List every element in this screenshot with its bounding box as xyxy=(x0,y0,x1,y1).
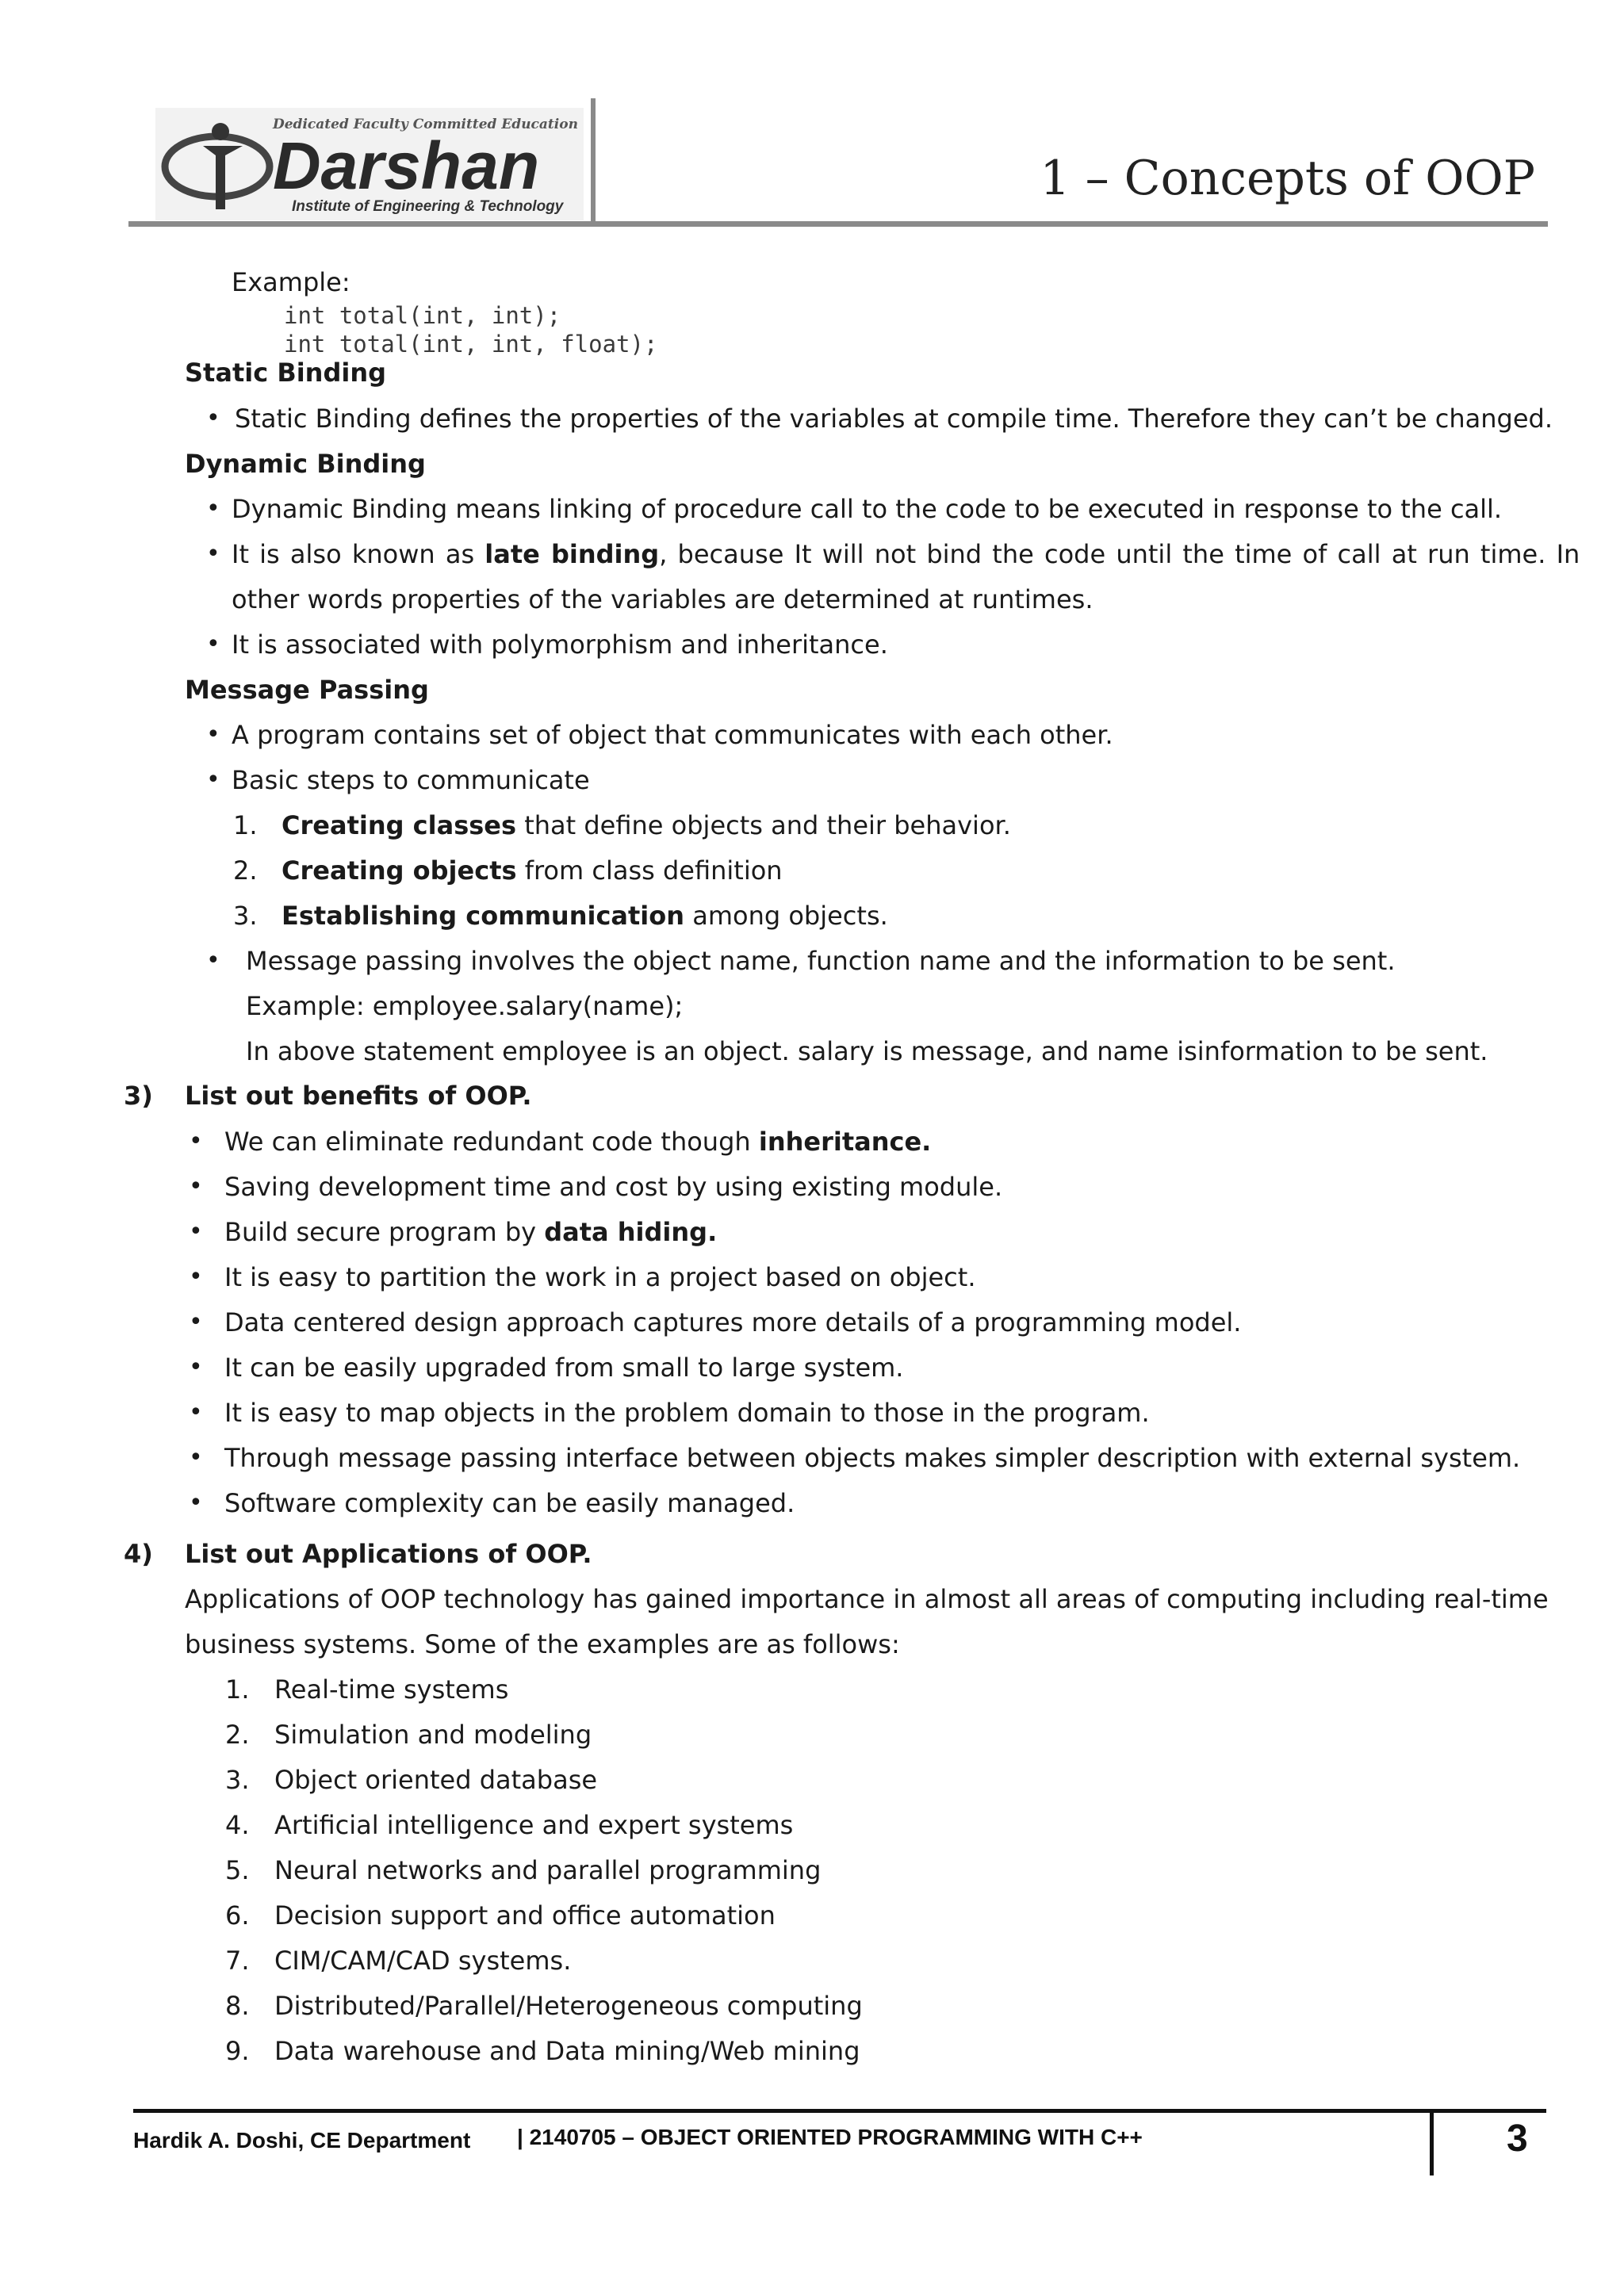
list-number: 1. xyxy=(233,810,258,840)
list-number: 8. xyxy=(225,1991,250,2021)
list-number: 2. xyxy=(233,855,258,886)
paragraph: It is also known as late binding, because It will not bind the code until the time of call at run time. In xyxy=(232,539,1580,569)
institute-logo xyxy=(155,108,584,220)
bullet-icon: • xyxy=(206,947,220,974)
paragraph: Software complexity can be easily managed. xyxy=(224,1488,795,1518)
list-item: Distributed/Parallel/Heterogeneous computing xyxy=(274,1991,863,2021)
paragraph: Build secure program by data hiding. xyxy=(224,1217,718,1247)
paragraph: Applications of OOP technology has gained importance in almost all areas of computing including real-time xyxy=(185,1584,1549,1614)
bullet-icon: • xyxy=(189,1399,203,1426)
bullet-icon: • xyxy=(206,721,220,748)
list-item: Artificial intelligence and expert systems xyxy=(274,1810,794,1840)
list-item: CIM/CAM/CAD systems. xyxy=(274,1946,572,1976)
paragraph: It is easy to map objects in the problem domain to those in the program. xyxy=(224,1398,1150,1428)
list-number: 4. xyxy=(225,1810,250,1840)
list-item: Data warehouse and Data mining/Web mining xyxy=(274,2036,860,2066)
list-number: 1. xyxy=(225,1674,250,1705)
list-item: Object oriented database xyxy=(274,1765,598,1795)
question-number: 3) xyxy=(124,1081,153,1111)
list-number: 2. xyxy=(225,1720,250,1750)
paragraph: It is easy to partition the work in a project based on object. xyxy=(224,1262,976,1292)
section-heading: List out benefits of OOP. xyxy=(185,1081,532,1111)
svg-text:Dedicated Faculty Committed Ed: Dedicated Faculty Committed Education xyxy=(273,117,578,132)
footer-divider xyxy=(1430,2109,1434,2175)
paragraph: It can be easily upgraded from small to large system. xyxy=(224,1353,904,1383)
bullet-icon: • xyxy=(206,495,220,522)
bullet-icon: • xyxy=(189,1444,203,1471)
list-item: Simulation and modeling xyxy=(274,1720,592,1750)
paragraph: Message passing involves the object name, function name and the information to be sent. xyxy=(246,946,1396,976)
list-item: Real-time systems xyxy=(274,1674,509,1705)
bullet-icon: • xyxy=(189,1489,203,1517)
footer-author: Hardik A. Doshi, CE Department xyxy=(133,2128,471,2152)
header-rule xyxy=(128,221,1548,227)
code-line: int total(int, int, float); xyxy=(284,331,658,358)
list-number: 3. xyxy=(225,1765,250,1795)
paragraph: A program contains set of object that communicates with each other. xyxy=(232,720,1113,750)
paragraph: Dynamic Binding means linking of procedure call to the code to be executed in response to the call. xyxy=(232,494,1503,524)
question-number: 4) xyxy=(124,1539,153,1569)
paragraph: Static Binding defines the properties of the variables at compile time. Therefore they can’t be changed. xyxy=(235,404,1553,434)
list-number: 5. xyxy=(225,1855,250,1885)
bullet-icon: • xyxy=(189,1353,203,1381)
bullet-icon: • xyxy=(206,540,220,568)
paragraph: other words properties of the variables are determined at runtimes. xyxy=(232,584,1094,614)
paragraph: Example: employee.salary(name); xyxy=(246,991,684,1021)
section-heading: List out Applications of OOP. xyxy=(185,1539,592,1569)
list-number: 9. xyxy=(225,2036,250,2066)
darshan-logo-graphic xyxy=(155,108,584,220)
list-number: 7. xyxy=(225,1946,250,1976)
example-label: Example: xyxy=(232,267,350,297)
list-item: Creating objects from class definition xyxy=(282,855,783,886)
section-heading: Static Binding xyxy=(185,358,387,388)
list-item: Decision support and office automation xyxy=(274,1900,776,1931)
bullet-icon: • xyxy=(189,1127,203,1155)
header-divider xyxy=(591,98,596,225)
footer-rule xyxy=(133,2109,1546,2113)
bullet-icon: • xyxy=(189,1263,203,1291)
code-line: int total(int, int); xyxy=(284,302,561,329)
paragraph: In above statement employee is an object. salary is message, and name isinformation to be sent. xyxy=(246,1036,1488,1066)
page-number: 3 xyxy=(1507,2118,1528,2160)
section-heading: Dynamic Binding xyxy=(185,449,426,479)
paragraph: Through message passing interface between objects makes simpler description with external system. xyxy=(224,1443,1521,1473)
svg-text:Institute of Engineering & Tec: Institute of Engineering & Technology xyxy=(292,198,564,215)
svg-text:Darshan: Darshan xyxy=(273,128,540,203)
list-number: 3. xyxy=(233,901,258,931)
paragraph: Basic steps to communicate xyxy=(232,765,590,795)
paragraph: Saving development time and cost by using existing module. xyxy=(224,1172,1003,1202)
paragraph: It is associated with polymorphism and inheritance. xyxy=(232,629,888,660)
list-item: Creating classes that define objects and their behavior. xyxy=(282,810,1011,840)
bullet-icon: • xyxy=(189,1308,203,1336)
paragraph: We can eliminate redundant code though inheritance. xyxy=(224,1127,932,1157)
bullet-icon: • xyxy=(189,1218,203,1246)
bullet-icon: • xyxy=(206,630,220,658)
section-heading: Message Passing xyxy=(185,675,429,705)
paragraph: Data centered design approach captures more details of a programming model. xyxy=(224,1307,1242,1337)
bullet-icon: • xyxy=(189,1173,203,1200)
footer-course: | 2140705 – OBJECT ORIENTED PROGRAMMING WITH C++ xyxy=(517,2125,1143,2149)
bullet-icon: • xyxy=(206,766,220,794)
bullet-icon: • xyxy=(206,404,220,432)
list-item: Neural networks and parallel programming xyxy=(274,1855,822,1885)
paragraph: business systems. Some of the examples are as follows: xyxy=(185,1629,900,1659)
list-item: Establishing communication among objects. xyxy=(282,901,888,931)
chapter-title: 1 – Concepts of OOP xyxy=(1040,151,1535,206)
list-number: 6. xyxy=(225,1900,250,1931)
